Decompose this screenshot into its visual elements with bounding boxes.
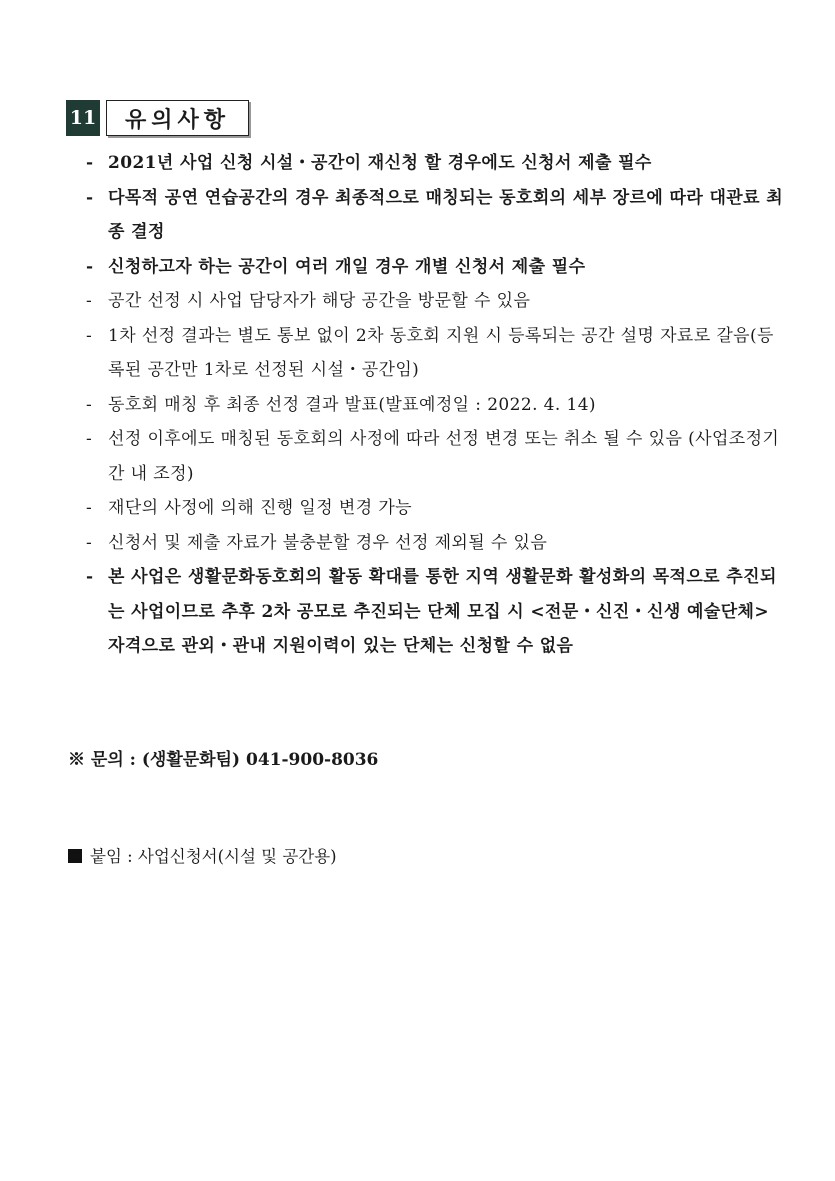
note-item bbox=[86, 388, 786, 423]
note-text: 공간 선정 시 사업 담당자가 해당 공간을 방문할 수 있음 bbox=[108, 291, 531, 311]
note-item bbox=[86, 146, 786, 181]
note-text: 신청서 및 제출 자료가 불충분할 경우 선정 제외될 수 있음 bbox=[108, 532, 548, 553]
dash-bullet: - bbox=[86, 532, 93, 553]
dash-bullet: - bbox=[86, 256, 94, 277]
note-item bbox=[86, 526, 786, 561]
attachment-text: 붙임 : 사업신청서(시설 및 공간용) bbox=[90, 847, 337, 866]
note-text: 2021년 사업 신청 시설・공간이 재신청 할 경우에도 신청서 제출 필수 bbox=[108, 153, 652, 173]
note-item bbox=[86, 319, 786, 388]
note-item bbox=[86, 422, 786, 491]
inquiry-contact: ※ 문의 : (생활문화팀) 041-900-8036 bbox=[68, 750, 379, 770]
note-text: 선정 이후에도 매칭된 동호회의 사정에 따라 선정 변경 또는 취소 될 수 있음 (사업조정기간 내 조정) bbox=[108, 429, 780, 484]
note-text: 다목적 공연 연습공간의 경우 최종적으로 매칭되는 동호회의 세부 장르에 따라 대관료 최종 결정 bbox=[108, 187, 784, 242]
note-item bbox=[86, 560, 786, 664]
note-text: 본 사업은 생활문화동호회의 활동 확대를 통한 지역 생활문화 활성화의 목적으로 추진되는 사업이므로 추후 2차 공모로 추진되는 단체 모집 시 <전문・신진・신생 예술단체> 자격으로 관외・관내 지원이력이 있는 단체는 신청할 수 없음 bbox=[108, 567, 777, 656]
dash-bullet: - bbox=[86, 394, 93, 415]
section-title: 유의사항 bbox=[106, 100, 249, 136]
section-number: 11 bbox=[66, 100, 100, 136]
dash-bullet: - bbox=[86, 429, 93, 449]
dash-bullet: - bbox=[86, 325, 93, 346]
dash-bullet: - bbox=[86, 498, 93, 518]
dash-bullet: - bbox=[86, 291, 93, 311]
notes-list bbox=[86, 146, 786, 664]
note-item bbox=[86, 284, 786, 319]
note-text: 재단의 사정에 의해 진행 일정 변경 가능 bbox=[108, 498, 412, 518]
note-item bbox=[86, 250, 786, 285]
note-text: 신청하고자 하는 공간이 여러 개일 경우 개별 신청서 제출 필수 bbox=[108, 256, 586, 277]
note-item bbox=[86, 181, 786, 250]
note-text: 1차 선정 결과는 별도 통보 없이 2차 동호회 지원 시 등록되는 공간 설명 자료로 갈음(등록된 공간만 1차로 선정된 시설・공간임) bbox=[108, 325, 774, 380]
dash-bullet: - bbox=[86, 153, 94, 173]
black-square-icon bbox=[68, 849, 82, 863]
dash-bullet: - bbox=[86, 567, 94, 587]
note-text: 동호회 매칭 후 최종 선정 결과 발표(발표예정일 : 2022. 4. 14) bbox=[108, 394, 596, 415]
attachment-line bbox=[68, 843, 337, 867]
note-item bbox=[86, 491, 786, 526]
section-header bbox=[66, 100, 249, 136]
dash-bullet: - bbox=[86, 187, 94, 208]
